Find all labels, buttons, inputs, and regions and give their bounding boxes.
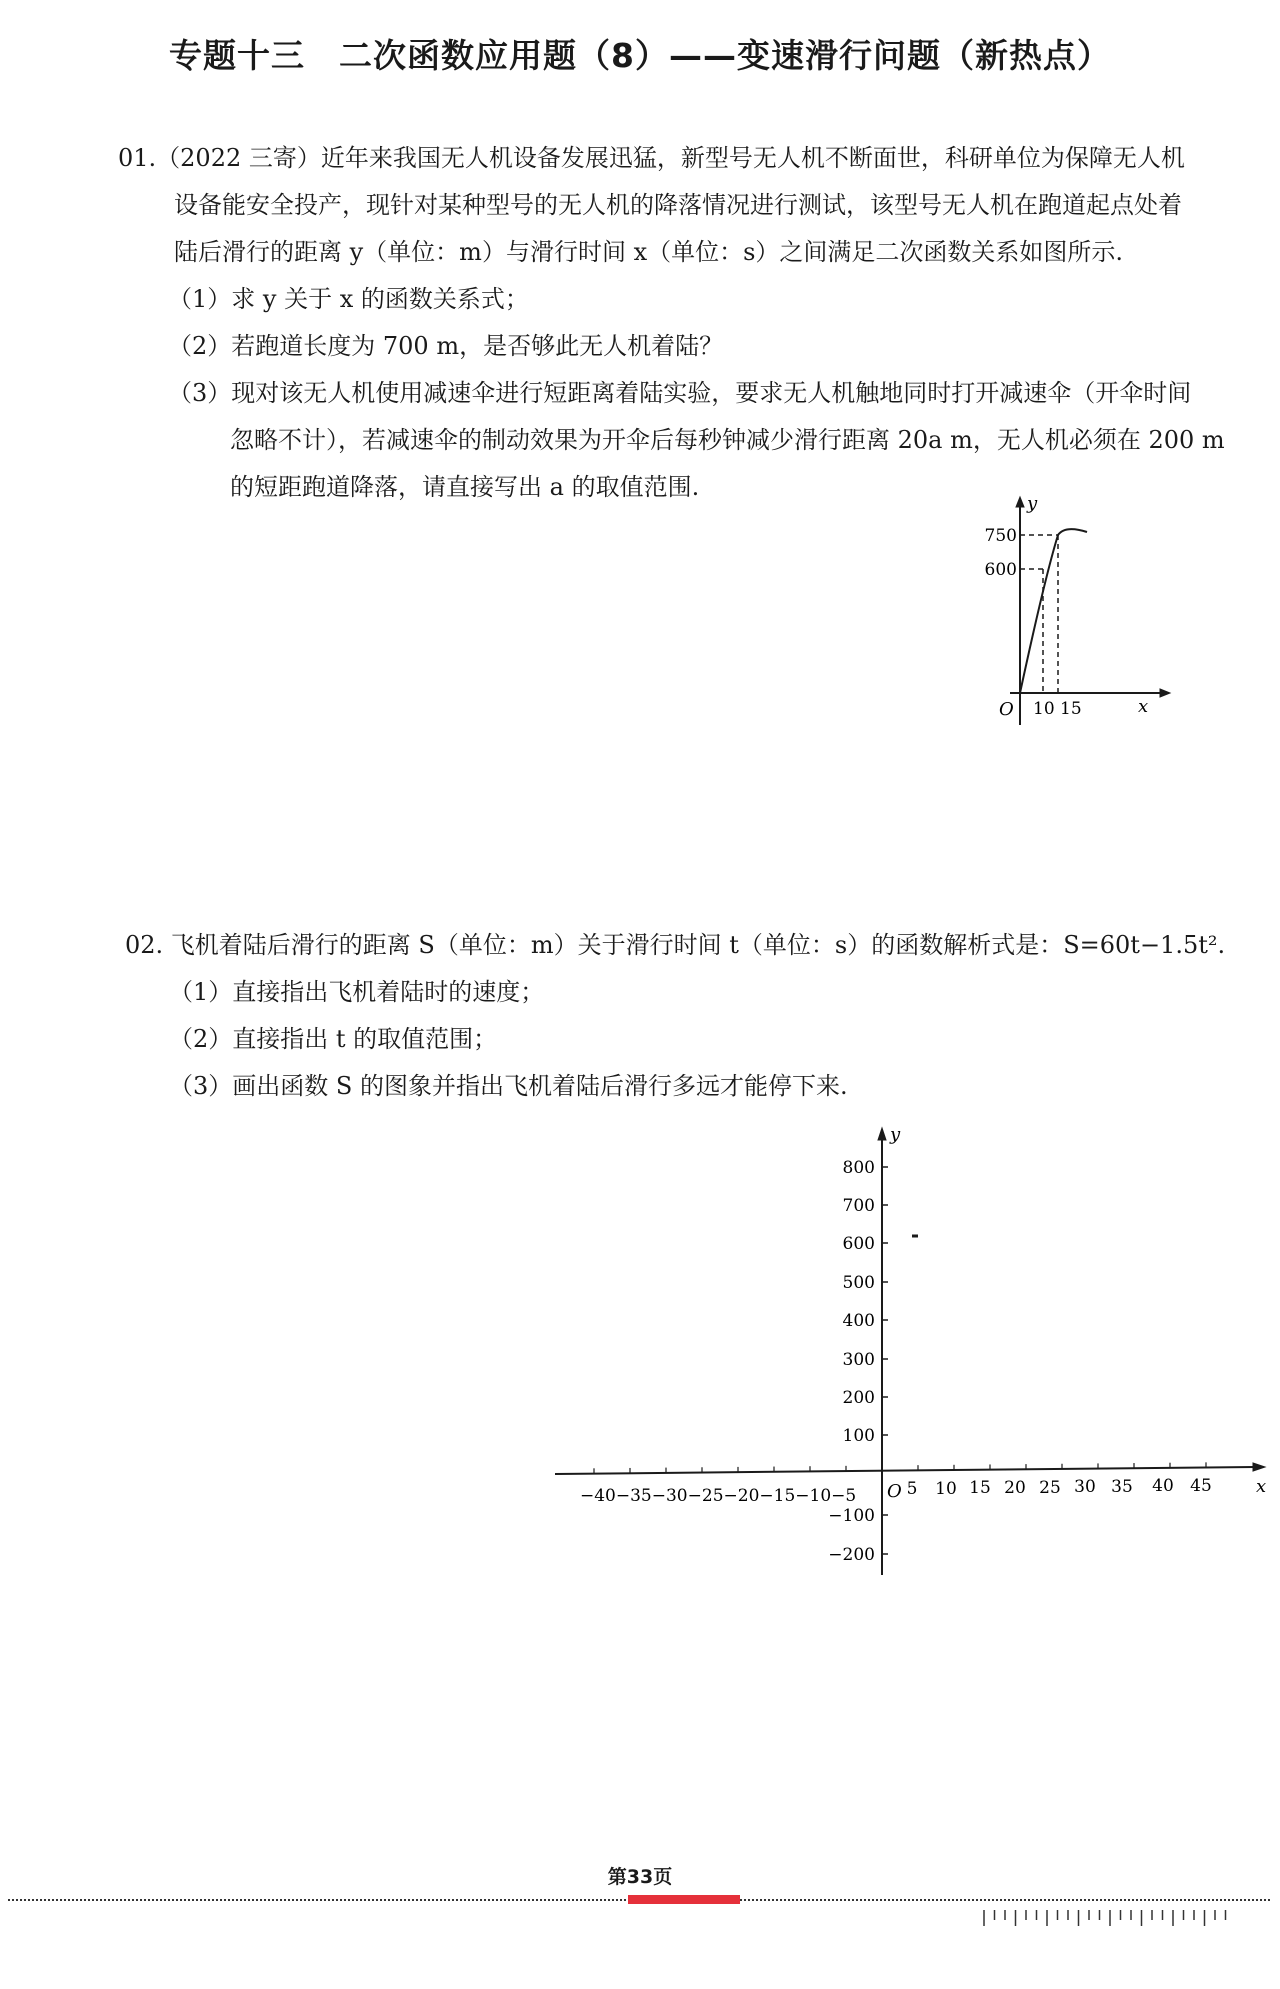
problem-1 xyxy=(118,135,1268,511)
graph-2-tick-x40: 40 xyxy=(1152,1476,1174,1496)
graph-2-tick-400: 400 xyxy=(842,1311,875,1331)
graph-2-tick-x30: 30 xyxy=(1074,1477,1096,1497)
graph-1 xyxy=(975,495,1175,735)
graph-2-tick-800: 800 xyxy=(842,1158,875,1178)
page-title: 专题十三 二次函数应用题（8）——变速滑行问题（新热点） xyxy=(169,36,1111,75)
graph-2-tick-700: 700 xyxy=(842,1196,875,1216)
graph-2-tick-x45: 45 xyxy=(1190,1476,1212,1496)
graph-1-x-label: x xyxy=(1138,696,1149,717)
graph-2-x-label: x xyxy=(1256,1476,1267,1497)
graph-2-x-neg-ticks: −40−35−30−25−20−15−10−5 xyxy=(580,1486,857,1506)
graph-1-curve xyxy=(1020,529,1087,693)
graph-2-x-axis xyxy=(555,1467,1255,1474)
graph-2-tick-neg100: −100 xyxy=(828,1506,875,1526)
problem-1-question-1: （1）求 y 关于 x 的函数关系式； xyxy=(168,285,529,313)
problem-2 xyxy=(125,922,1275,1110)
graph-2-tick-x15: 15 xyxy=(969,1478,991,1498)
graph-2-tick-x5: 5 xyxy=(906,1479,918,1499)
graph-2-tick-100: 100 xyxy=(842,1426,875,1446)
graph-2-y-arrow xyxy=(878,1128,886,1140)
problem-1-question-3-line-3: 的短距跑道降落，请直接写出 a 的取值范围. xyxy=(230,473,700,501)
problem-2-question-2: （2）直接指出 t 的取值范围； xyxy=(169,1025,498,1053)
graph-1-tick-600: 600 xyxy=(984,560,1017,580)
problem-1-stem-line-1: 01.（2022 三寄）近年来我国无人机设备发展迅猛，新型号无人机不断面世，科研单位为保障无人机 xyxy=(118,144,1185,172)
graph-2-tick-x10: 10 xyxy=(935,1479,957,1499)
graph-2-origin: O xyxy=(887,1481,902,1502)
problem-2-question-1: （1）直接指出飞机着陆时的速度； xyxy=(169,978,545,1006)
graph-2-tick-neg200: −200 xyxy=(828,1545,875,1565)
graph-2-x-arrow xyxy=(1253,1463,1265,1471)
graph-1-y-label: y xyxy=(1027,495,1038,514)
graph-2-tick-x35: 35 xyxy=(1111,1477,1133,1497)
graph-2-tick-500: 500 xyxy=(842,1273,875,1293)
problem-2-stem: 02. 飞机着陆后滑行的距离 S（单位：m）关于滑行时间 t（单位：s）的函数解析式是：S=60t−1.5t². xyxy=(125,931,1226,959)
problem-1-question-2: （2）若跑道长度为 700 m，是否够此无人机着陆？ xyxy=(168,332,724,360)
graph-2-tick-x25: 25 xyxy=(1039,1478,1061,1498)
problem-1-stem-line-3: 陆后滑行的距离 y（单位：m）与滑行时间 x（单位：s）之间满足二次函数关系如图所示. xyxy=(174,238,1124,266)
graph-2 xyxy=(550,1120,1270,1580)
graph-1-tick-750: 750 xyxy=(984,526,1017,546)
graph-1-x-arrow xyxy=(1160,689,1170,697)
graph-2-tick-200: 200 xyxy=(842,1388,875,1408)
problem-2-question-3: （3）画出函数 S 的图象并指出飞机着陆后滑行多远才能停下来. xyxy=(169,1072,848,1100)
footer-red-bar xyxy=(628,1895,740,1904)
page-number: 第33页 xyxy=(607,1866,673,1888)
graph-2-tick-x20: 20 xyxy=(1004,1478,1026,1498)
problem-1-stem-line-2: 设备能安全投产，现针对某种型号的无人机的降落情况进行测试，该型号无人机在跑道起点处着 xyxy=(174,191,1182,219)
graph-1-y-arrow xyxy=(1016,497,1024,507)
graph-2-tick-600: 600 xyxy=(842,1234,875,1254)
graph-2-tick-300: 300 xyxy=(842,1350,875,1370)
problem-1-question-3-line-2: 忽略不计），若减速伞的制动效果为开伞后每秒钟减少滑行距离 20a m，无人机必须在 200 m xyxy=(230,426,1225,454)
graph-1-origin: O xyxy=(999,699,1014,720)
graph-1-x-ticks: 10 15 xyxy=(1033,699,1082,719)
footer-tick-marks xyxy=(980,1908,1240,1928)
graph-2-y-label: y xyxy=(890,1124,901,1145)
problem-1-question-3-line-1: （3）现对该无人机使用减速伞进行短距离着陆实验，要求无人机触地同时打开减速伞（开伞时间 xyxy=(168,379,1192,407)
